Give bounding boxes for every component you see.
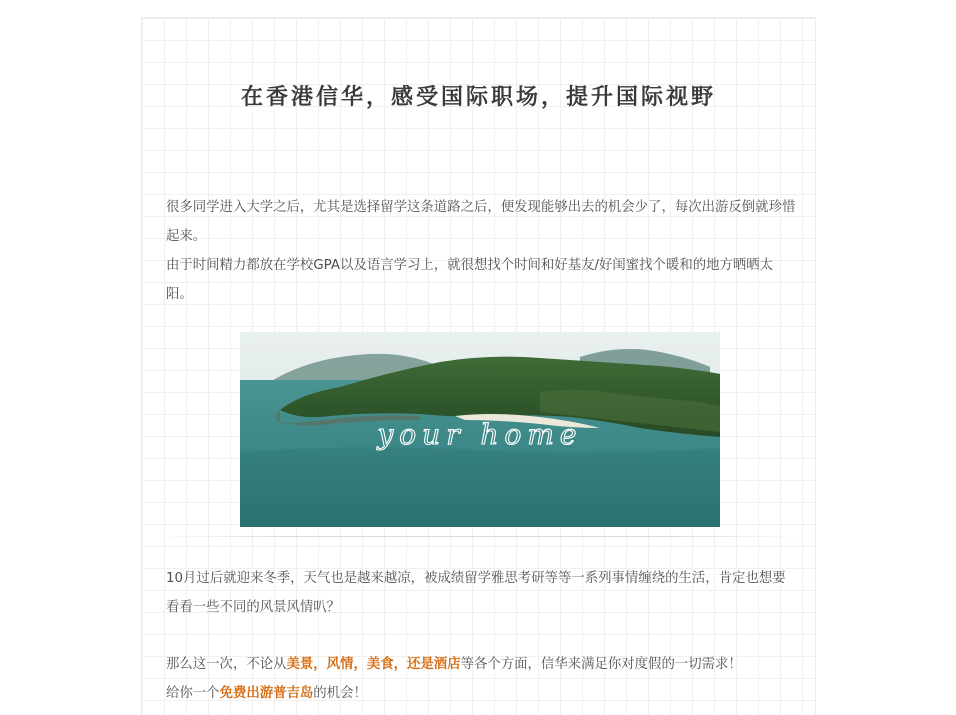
winter-paragraph: 10月过后就迎来冬季，天气也是越来越凉，被成绩留学雅思考研等等一系列事情缠绕的生活，肯定也想要看看一些不同的风景风情叭？ — [166, 571, 786, 615]
offer-line2-post: 的机会！ — [313, 686, 367, 701]
island-photo — [240, 332, 720, 527]
offer-text-mid: 等各个方面，信华来满足你对度假的一切需求！ — [460, 657, 742, 672]
page-title: 在香港信华，感受国际职场，提升国际视野 — [240, 84, 716, 110]
photo-sea-shade — [240, 447, 720, 527]
intro-line-1: 很多同学进入大学之后，尤其是选择留学这条道路之后，便发现能够出去的机会少了，每次出游反倒就珍惜起来。 — [166, 200, 796, 244]
offer-highlight-trip: 免费出游普吉岛 — [219, 686, 314, 701]
intro-paragraph — [166, 193, 796, 309]
section-divider — [152, 536, 805, 537]
offer-line2-pre: 给你一个 — [166, 686, 220, 701]
offer-highlight-features: 美景，风情，美食，还是酒店 — [286, 657, 461, 672]
offer-paragraph — [166, 650, 796, 708]
intro-line-2: 由于时间精力都放在学校GPA以及语言学习上，就很想找个时间和好基友/好闺蜜找个暖和的地方晒晒太阳。 — [166, 258, 774, 302]
offer-text-pre: 那么这一次，不论从 — [166, 657, 287, 672]
photo-overlay-text: your home — [377, 418, 583, 451]
article-container — [141, 17, 816, 715]
